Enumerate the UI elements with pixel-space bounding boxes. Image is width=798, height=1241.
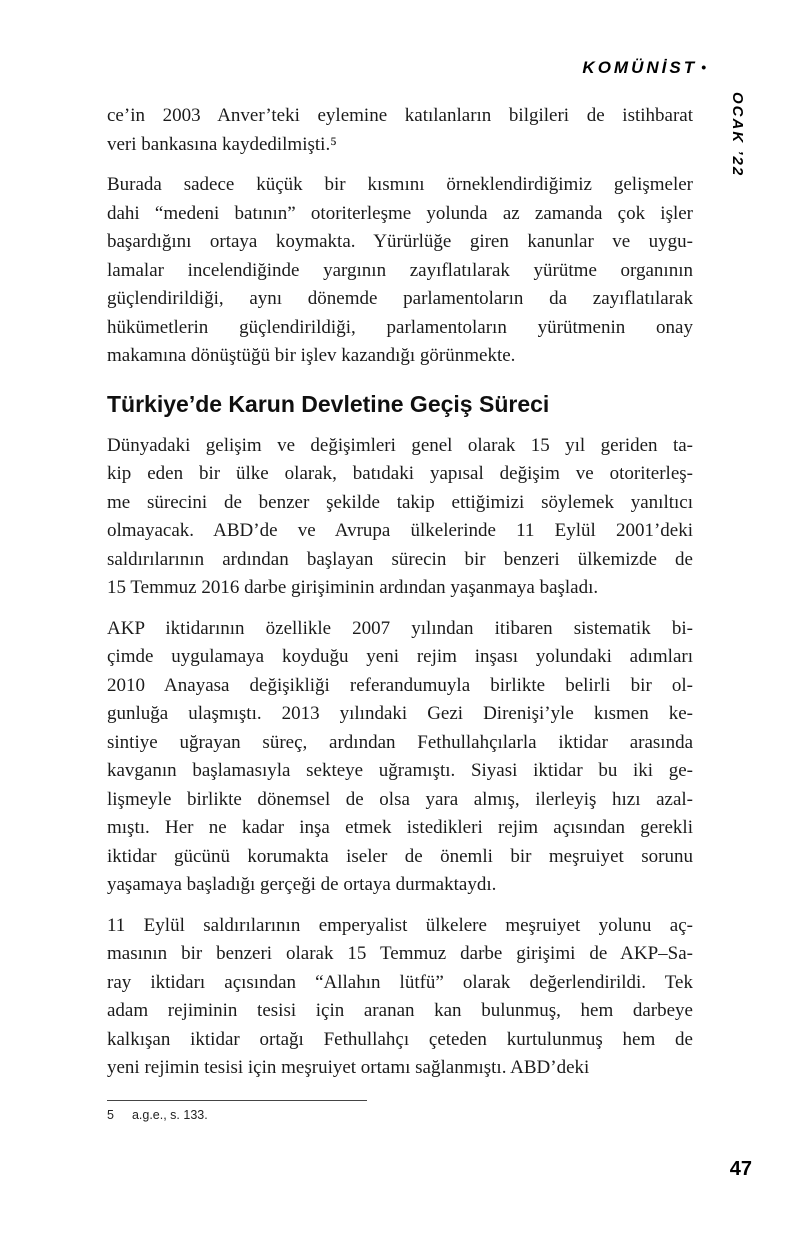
issue-date: OCAK ’22 xyxy=(729,92,746,178)
text-line: kavganın başlamasıyla sekteye uğramıştı. Siyasi iktidar bu iki ge- xyxy=(107,760,693,781)
body-paragraph xyxy=(107,171,693,371)
footnote-rule xyxy=(107,1100,367,1101)
text-line: adam rejiminin tesisi için aranan kan bulunmuş, hem darbeye xyxy=(107,1000,693,1021)
page-number: 47 xyxy=(729,1158,752,1180)
body-paragraph xyxy=(107,615,693,900)
text-line: iktidar gücünü korumakta iseler de önemli bir meşruiyet sorunu xyxy=(107,845,693,867)
text-line: güçlendirildiği, aynı dönemde parlamentoların da zayıflatılarak xyxy=(107,288,693,309)
text-line: sintiye uğrayan süreç, ardından Fethullahçılarla iktidar arasında xyxy=(107,731,693,753)
text-line: ce’in 2003 Anver’teki eylemine katılanların bilgileri de istihbarat xyxy=(107,105,693,126)
footnote xyxy=(107,1100,693,1122)
text-line: ray iktidarı açısından “Allahın lütfü” olarak değerlendirildi. Tek xyxy=(107,971,693,993)
text-line: lişmeyle birlikte dönemsel de olsa yara almış, ilerleyiş hızı azal- xyxy=(107,788,693,810)
text-line: makamına dönüştüğü bir işlev kazandığı görünmekte. xyxy=(107,345,516,366)
text-line: olmayacak. ABD’de ve Avrupa ülkelerinde 11 Eylül 2001’deki xyxy=(107,520,693,541)
text-line: 11 Eylül saldırılarının emperyalist ülkelere meşruiyet yolunu aç- xyxy=(107,914,693,936)
text-line: yaşamaya başladığı gerçeği de ortaya durmaktaydı. xyxy=(107,874,497,895)
body-paragraph xyxy=(107,432,693,603)
text-line: başardığını ortaya koymakta. Yürürlüğe giren kanunlar ve uygu- xyxy=(107,231,693,252)
text-line: yeni rejimin tesisi için meşruiyet ortamı sağlanmıştı. ABD’deki xyxy=(107,1057,590,1078)
text-line: kip eden bir ülke olarak, batıdaki yapısal değişim ve otoriterleş- xyxy=(107,463,693,484)
text-line: saldırılarının ardından başlayan sürecin bir benzeri ülkemizde de xyxy=(107,548,693,570)
section-heading: Türkiye’de Karun Devletine Geçiş Süreci xyxy=(107,390,550,417)
text-line: Burada sadece küçük bir kısmını örneklendirdiğimiz gelişmeler xyxy=(107,174,693,195)
bullet-icon: • xyxy=(701,59,706,75)
text-line: gunluğa ulaşmıştı. 2013 yılındaki Gezi Direnişi’yle kısmen ke- xyxy=(107,703,693,724)
journal-header xyxy=(582,58,706,78)
journal-title: KOMÜNİST xyxy=(582,58,698,77)
text-line: 15 Temmuz 2016 darbe girişiminin ardından yaşanmaya başladı. xyxy=(107,577,599,598)
text-line: Dünyadaki gelişim ve değişimleri genel olarak 15 yıl geriden ta- xyxy=(107,434,693,456)
text-line: masının bir benzeri olarak 15 Temmuz darbe girişimi de AKP–Sa- xyxy=(107,943,693,964)
text-line: mıştı. Her ne kadar inşa etmek istedikleri rejim açısından gerekli xyxy=(107,817,693,838)
text-line: çimde uygulamaya koyduğu yeni rejim inşası yolundaki adımları xyxy=(107,646,693,667)
text-line: 2010 Anayasa değişikliği referandumuyla birlikte belirli bir ol- xyxy=(107,674,693,696)
body-paragraph xyxy=(107,102,693,159)
footnote-text: a.g.e., s. 133. xyxy=(131,1108,208,1122)
text-line: lamalar incelendiğinde yargının zayıflatılarak yürütme organının xyxy=(107,259,693,281)
body-paragraph xyxy=(107,912,693,1083)
text-line: kalkışan iktidar ortağı Fethullahçı çeteden kurtulunmuş hem de xyxy=(107,1028,693,1050)
text-line: veri bankasına kaydedilmişti.⁵ xyxy=(107,133,337,155)
text-line: dahi “medeni batının” otoriterleşme yolunda az zamanda çok işler xyxy=(107,202,693,224)
text-line: me sürecini de benzer şekilde takip ettiğimizi söylemek yanıltıcı xyxy=(107,491,693,513)
text-line: AKP iktidarının özellikle 2007 yılından itibaren sistematik bi- xyxy=(107,617,693,639)
text-line: hükümetlerin güçlendirildiği, parlamentoların yürütmenin onay xyxy=(107,316,693,338)
body-text-column xyxy=(107,102,693,1095)
footnote-marker: 5 xyxy=(107,1108,114,1122)
